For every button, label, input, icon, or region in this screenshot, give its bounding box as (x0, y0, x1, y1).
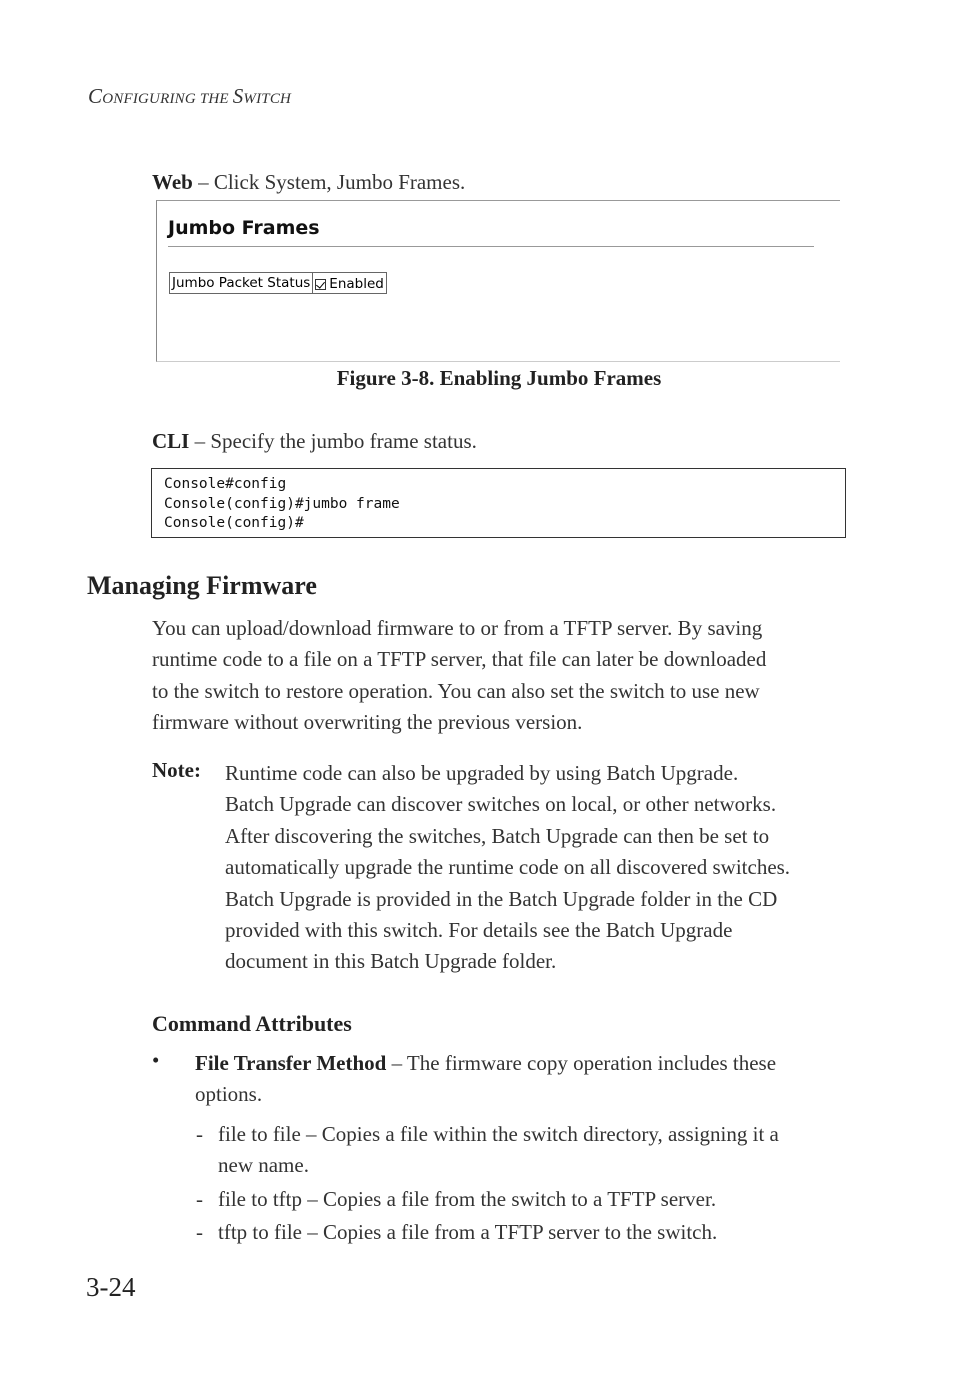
dash-marker: - (196, 1122, 203, 1146)
bullet-file-transfer-method (195, 1048, 850, 1111)
note-line: document in this Batch Upgrade folder. (225, 949, 557, 974)
note-line: After discovering the switches, Batch Upgrade can then be set to (225, 823, 770, 848)
note-line: Runtime code can also be upgraded by using Batch Upgrade. (225, 761, 739, 785)
page-number: 3-24 (86, 1272, 136, 1302)
bullet-icon: • (152, 1048, 160, 1072)
paragraph-line: You can upload/download firmware to or from a TFTP server. By saving (152, 616, 763, 640)
note-line: Batch Upgrade is provided in the Batch Upgrade folder in the CD (225, 886, 778, 911)
code-line: Console(config)#jumbo frame (164, 495, 400, 512)
dash-marker: - (196, 1220, 203, 1244)
paragraph-line: to the switch to restore operation. You can also set the switch to use new (152, 678, 760, 703)
web-text: – Click System, Jumbo Frames. (192, 170, 466, 194)
paragraph-line: firmware without overwriting the previous version. (152, 710, 583, 735)
note-label: Note: (152, 758, 201, 782)
code-line: Console(config)# (164, 515, 304, 531)
cli-text: – Specify the jumbo frame status. (189, 429, 477, 453)
note-line: provided with this switch. For details see the Batch Upgrade (225, 918, 733, 943)
note-line: automatically upgrade the runtime code on all discovered switches. (225, 855, 791, 880)
code-line: Console#config (164, 476, 287, 492)
jumbo-packet-status-field (169, 272, 387, 295)
header-rest-2: WITCH (243, 91, 292, 107)
sub-item-line: file to file – Copies a file within the switch directory, assigning it a (218, 1122, 779, 1146)
command-attributes-heading: Command Attributes (152, 1011, 352, 1036)
bullet-desc: – The firmware copy operation includes these (386, 1051, 777, 1075)
running-header (88, 84, 291, 109)
section-heading: Managing Firmware (87, 571, 317, 600)
sub-item-line: file to tftp – Copies a file from the switch to a TFTP server. (218, 1187, 717, 1211)
cli-label: CLI (152, 429, 190, 453)
note-line: Batch Upgrade can discover switches on local, or other networks. (225, 792, 777, 817)
web-label: Web (152, 170, 193, 194)
bullet-desc-cont: options. (195, 1082, 263, 1107)
cli-instruction (152, 426, 477, 457)
figure-divider (168, 246, 814, 247)
bullet-term: File Transfer Method (195, 1051, 387, 1075)
figure-title: Jumbo Frames (168, 217, 320, 239)
paragraph-line: runtime code to a file on a TFTP server, that file can later be downloaded (152, 647, 767, 672)
header-initial-c: C (88, 84, 103, 108)
enabled-checkbox[interactable] (313, 272, 387, 294)
figure-caption: Figure 3-8. Enabling Jumbo Frames (336, 366, 662, 390)
enabled-label: Enabled (329, 275, 384, 292)
header-initial-s: S (232, 84, 244, 108)
jumbo-frames-screenshot (156, 200, 840, 362)
web-instruction (152, 167, 465, 198)
cli-code-block (151, 468, 846, 538)
header-rest-1: ONFIGURING THE (102, 91, 233, 107)
sub-item-line: new name. (218, 1153, 309, 1178)
jumbo-packet-status-label: Jumbo Packet Status (169, 272, 313, 294)
sub-item-line: tftp to file – Copies a file from a TFTP server to the switch. (218, 1220, 718, 1244)
note-body (225, 758, 850, 978)
dash-marker: - (196, 1187, 203, 1211)
checkbox-checked-icon[interactable] (315, 279, 326, 290)
section-paragraph (152, 613, 766, 739)
